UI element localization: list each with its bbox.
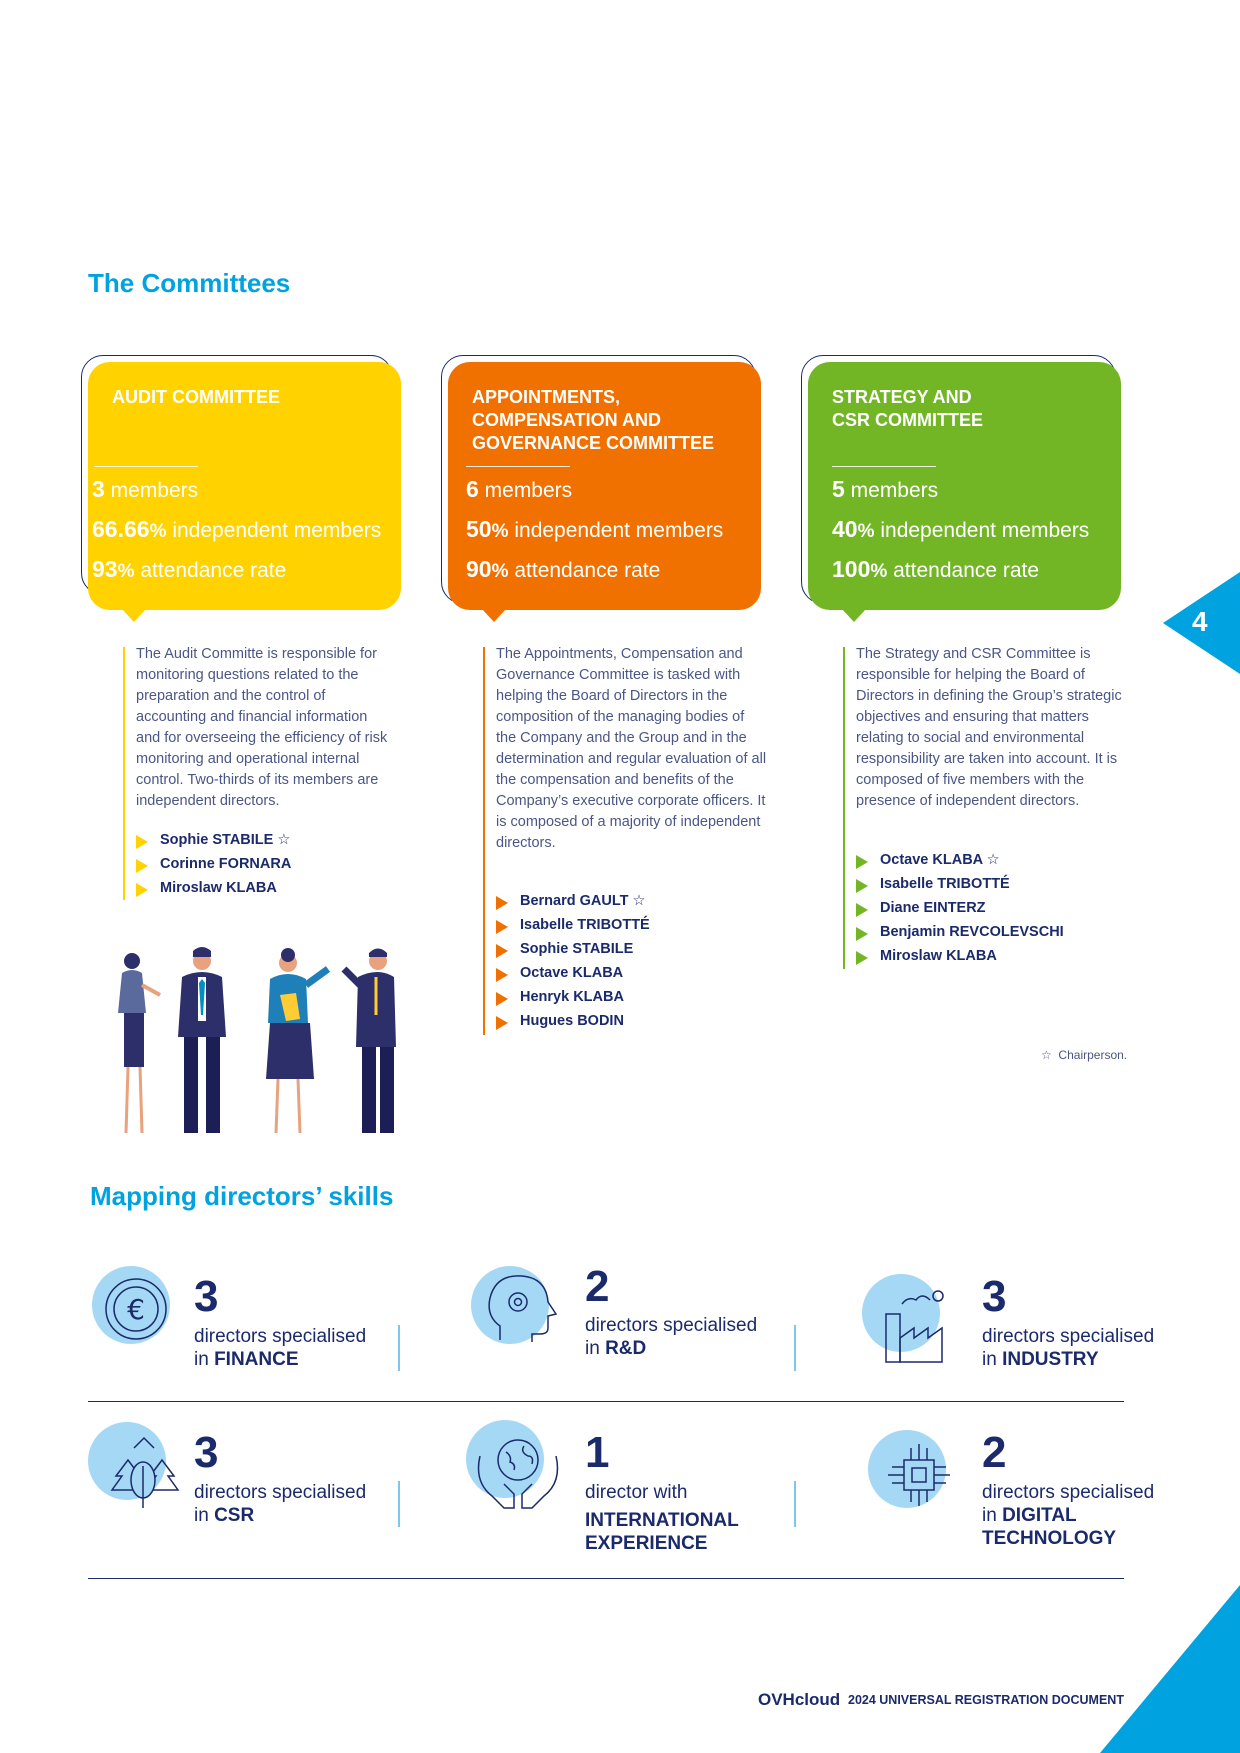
bullet-triangle: [136, 859, 148, 873]
footer-brand: OVHcloud: [758, 1690, 841, 1709]
appointments-member: Henryk KLABA: [520, 989, 624, 1005]
audit-committee-card: [88, 362, 401, 610]
separator: [794, 1325, 796, 1371]
audit-attendance-stat: 93% attendance rate: [92, 556, 287, 582]
appointments-attendance-stat: 90% attendance rate: [466, 556, 661, 582]
strategy-member: Benjamin REVCOLEVSCHI: [880, 924, 1064, 940]
svg-text:€: €: [127, 1293, 145, 1326]
bullet-triangle: [856, 903, 868, 917]
appointments-committee-card: [448, 362, 761, 610]
audit-member: Sophie STABILE ☆: [160, 832, 291, 848]
card-divider: [94, 466, 198, 467]
bullet-triangle: [496, 992, 508, 1006]
bullet-triangle: [496, 920, 508, 934]
appointments-member: Bernard GAULT ☆: [520, 893, 646, 909]
bullet-triangle: [496, 944, 508, 958]
card-divider: [832, 466, 936, 467]
appointments-members-stat: 6 members: [466, 476, 573, 502]
audit-accent-bar: [123, 647, 125, 900]
skills-bottom-divider: [88, 1578, 1124, 1579]
appointments-card-title: APPOINTMENTS, COMPENSATION AND GOVERNANCE COMMITTEE: [472, 387, 715, 453]
trees-icon: [102, 1436, 184, 1508]
factory-icon: [882, 1288, 958, 1364]
business-people-illustration: [110, 945, 400, 1137]
audit-card-title: AUDIT COMMITTEE: [112, 387, 280, 407]
separator: [398, 1481, 400, 1527]
bullet-triangle: [856, 927, 868, 941]
international-count: 1: [585, 1428, 610, 1477]
appointments-member: Octave KLABA: [520, 965, 624, 981]
bullet-triangle: [856, 855, 868, 869]
appointments-accent-bar: [483, 647, 485, 1035]
strategy-members-stat: 5 members: [832, 476, 939, 502]
chairperson-legend: ☆ Chairperson.: [1041, 1048, 1128, 1062]
bullet-triangle: [856, 951, 868, 965]
audit-independent-stat: 66.66% independent members: [92, 516, 382, 542]
international-label: director with INTERNATIONAL EXPERIENCE: [585, 1482, 739, 1554]
euro-coin-icon: [100, 1273, 172, 1345]
strategy-member: Diane EINTERZ: [880, 900, 986, 916]
industry-count: 3: [982, 1272, 1007, 1321]
strategy-independent-stat: 40% independent members: [832, 516, 1090, 542]
skills-row-divider: [88, 1401, 1124, 1402]
bullet-triangle: [496, 896, 508, 910]
corner-accent-shape: [1100, 1585, 1240, 1753]
csr-label: directors specialised in CSR: [194, 1482, 367, 1526]
digital-count: 2: [982, 1428, 1007, 1477]
skills-title: Mapping directors’ skills: [90, 1181, 394, 1211]
strategy-card-pointer: [842, 609, 866, 622]
csr-count: 3: [194, 1428, 219, 1477]
strategy-card-title: STRATEGY AND CSR COMMITTEE: [832, 387, 983, 430]
bullet-triangle: [496, 968, 508, 982]
strategy-committee-card: [808, 362, 1121, 610]
strategy-member: Isabelle TRIBOTTÉ: [880, 876, 1010, 892]
separator: [794, 1481, 796, 1527]
audit-description: The Audit Committe is responsible for monitoring questions related to the preparation and the control of accounting and financial information and for overseeing the efficiency of risk monitoring and operational internal control. Two-thirds of its members are independent directors.: [136, 646, 388, 809]
card-divider: [466, 466, 570, 467]
rd-count: 2: [585, 1262, 610, 1311]
audit-member: Miroslaw KLABA: [160, 880, 277, 896]
bullet-triangle: [496, 1016, 508, 1030]
appointments-member: Hugues BODIN: [520, 1013, 624, 1029]
bullet-triangle: [136, 835, 148, 849]
appointments-member: Sophie STABILE: [520, 941, 634, 957]
finance-count: 3: [194, 1272, 219, 1321]
appointments-card-pointer: [482, 609, 506, 622]
chip-icon: [884, 1440, 954, 1510]
strategy-accent-bar: [843, 647, 845, 969]
head-gear-icon: [480, 1270, 564, 1354]
rd-label: directors specialised in R&D: [585, 1315, 758, 1359]
digital-label: directors specialised in DIGITAL TECHNOLOGY: [982, 1482, 1155, 1549]
hands-globe-icon: [470, 1430, 566, 1512]
strategy-attendance-stat: 100% attendance rate: [832, 556, 1040, 582]
audit-member: Corinne FORNARA: [160, 856, 292, 872]
audit-members-stat: 3 members: [92, 476, 199, 502]
footer-document-title: 2024 UNIVERSAL REGISTRATION DOCUMENT: [848, 1693, 1124, 1707]
audit-card-pointer: [122, 609, 146, 622]
strategy-member: Miroslaw KLABA: [880, 948, 997, 964]
finance-label: directors specialised in FINANCE: [194, 1326, 367, 1370]
appointments-member: Isabelle TRIBOTTÉ: [520, 917, 650, 933]
strategy-description: The Strategy and CSR Committee is responsible for helping the Board of Directors in defining the Group’s strategic objectives and ensuring that matters relating to social and environmental responsibility are taken into account. It is composed of five members with the presence of independent directors.: [856, 646, 1122, 809]
strategy-member: Octave KLABA ☆: [880, 852, 1000, 868]
bullet-triangle: [856, 879, 868, 893]
committees-title: The Committees: [88, 268, 291, 298]
bullet-triangle: [136, 883, 148, 897]
page-number-tab: 4: [1192, 606, 1208, 637]
appointments-independent-stat: 50% independent members: [466, 516, 724, 542]
industry-label: directors specialised in INDUSTRY: [982, 1326, 1155, 1370]
appointments-description: The Appointments, Compensation and Governance Committee is tasked with helping the Board of Directors in the composition of the managing bodies of the Company and the Group and in the determination and regular evaluation of all the compensation and benefits of the Company’s executive corporate officers. It is composed of a majority of independent directors.: [496, 646, 767, 851]
separator: [398, 1325, 400, 1371]
